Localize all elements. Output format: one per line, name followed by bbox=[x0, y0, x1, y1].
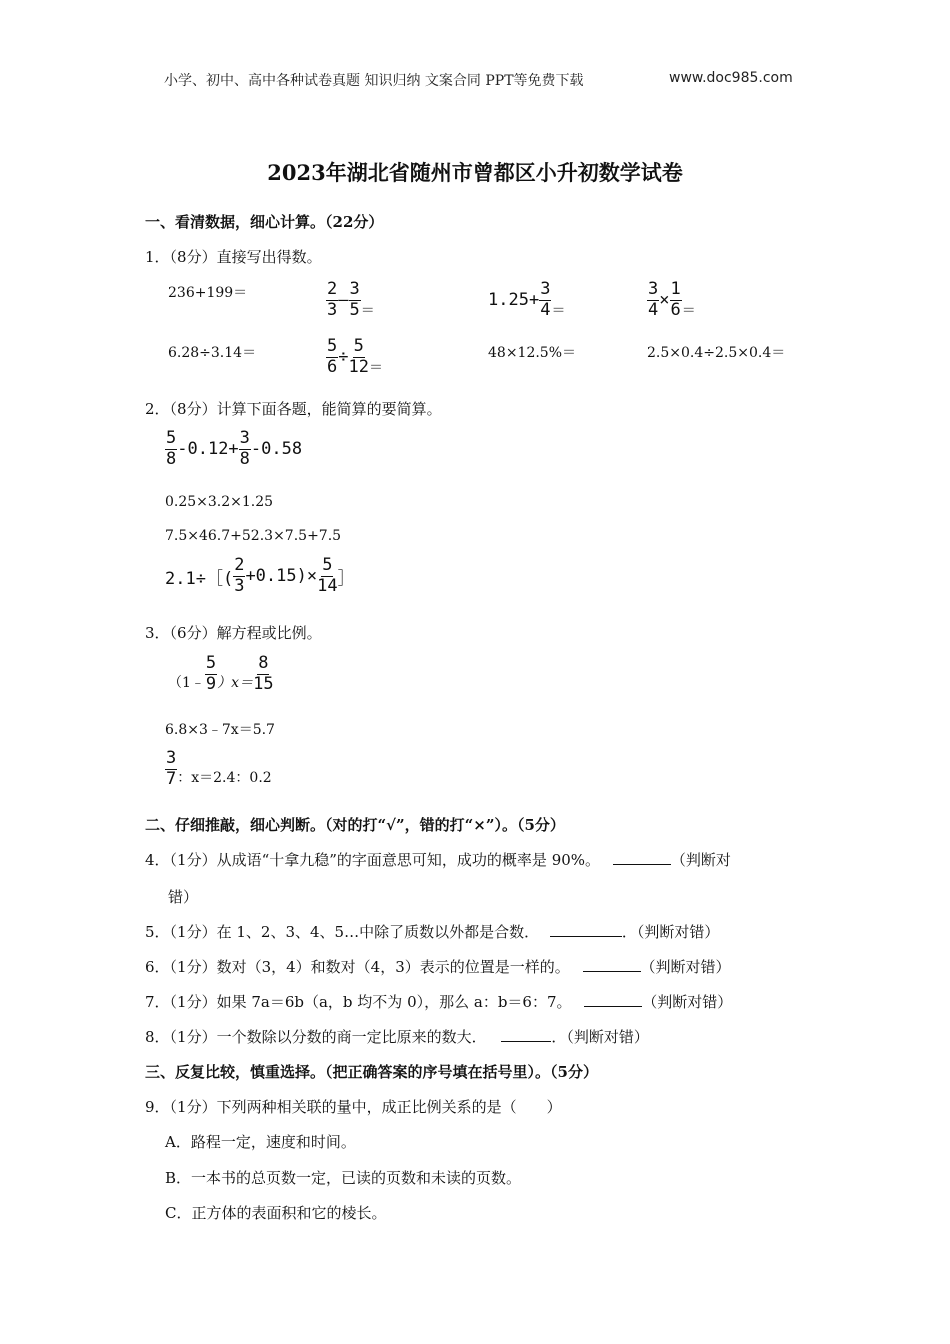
q1-expr-5: 6.28÷3.14＝ bbox=[168, 345, 257, 361]
q3-expr-2: 6.8×3﹣7x＝5.7 bbox=[165, 722, 275, 738]
option-c[interactable]: C．正方体的表面积和它的棱长。 bbox=[165, 1204, 387, 1222]
section-1-heading: 一、看清数据，细心计算。（22分） bbox=[145, 213, 384, 231]
fraction: $\frac{3}{7}$ bbox=[166, 748, 177, 789]
question-8: 8．（1分）一个数除以分数的商一定比原来的数大． ．（判断对错） bbox=[145, 1028, 649, 1046]
option-b[interactable]: B．一本书的总页数一定，已读的页数和未读的页数。 bbox=[165, 1169, 522, 1187]
question-7: 7．（1分）如果 7a＝6b（a，b 均不为 0），那么 a：b＝6：7。 （判断对错） bbox=[145, 993, 733, 1011]
page-title: 2023年湖北省随州市曾都区小升初数学试卷 bbox=[267, 160, 683, 185]
fraction: $\frac{3}{8}$ bbox=[239, 428, 250, 469]
q1-expr-7: 48×12.5%＝ bbox=[488, 345, 577, 361]
q1-expr-4: $\frac{3}{4}$ × $\frac{1}{6}$ ＝ bbox=[648, 279, 696, 320]
fraction: $\frac{1}{6}$ bbox=[670, 279, 681, 320]
fraction: $\frac{2}{3}$ bbox=[234, 555, 245, 596]
answer-blank[interactable] bbox=[501, 1027, 551, 1042]
answer-blank[interactable] bbox=[584, 992, 642, 1007]
option-a[interactable]: A．路程一定，速度和时间。 bbox=[165, 1133, 356, 1151]
q2-expr-4: 2.1÷［( $\frac{2}{3}$ +0.15)× $\frac{5}{14}$ ］ bbox=[165, 555, 355, 596]
fraction: $\frac{5}{9}$ bbox=[205, 653, 217, 694]
fraction: $\frac{5}{6}$ bbox=[327, 336, 338, 377]
answer-blank[interactable] bbox=[550, 922, 622, 937]
q1-expr-8: 2.5×0.4÷2.5×0.4＝ bbox=[647, 345, 786, 361]
question-2: 2．（8分）计算下面各题，能简算的要简算。 bbox=[145, 400, 442, 418]
answer-blank[interactable] bbox=[583, 957, 641, 972]
fraction: $\frac{3}{4}$ bbox=[648, 279, 659, 320]
header-url[interactable]: www.doc985.com bbox=[669, 70, 793, 86]
question-6: 6．（1分）数对（3，4）和数对（4，3）表示的位置是一样的。 （判断对错） bbox=[145, 958, 731, 976]
fraction: $\frac{5}{12}$ bbox=[348, 336, 369, 377]
question-9: 9．（1分）下列两种相关联的量中，成正比例关系的是（ ） bbox=[145, 1098, 562, 1116]
q3-expr-3: $\frac{3}{7}$ ：x＝2.4：0.2 bbox=[166, 748, 272, 789]
q1-expr-6: $\frac{5}{6}$ ÷ $\frac{5}{12}$ ＝ bbox=[327, 336, 383, 377]
q2-expr-3: 7.5×46.7+52.3×7.5+7.5 bbox=[165, 528, 342, 544]
question-3: 3．（6分）解方程或比例。 bbox=[145, 624, 322, 642]
fraction: $\frac{3}{5}$ bbox=[349, 279, 360, 320]
question-1: 1．（8分）直接写出得数。 bbox=[145, 248, 322, 266]
q3-expr-1: （1﹣ $\frac{5}{9}$ ）x＝ $\frac{8}{15}$ bbox=[168, 653, 274, 694]
q2-expr-2: 0.25×3.2×1.25 bbox=[165, 494, 274, 510]
fraction: $\frac{8}{15}$ bbox=[253, 653, 274, 694]
q1-expr-1: 236+199＝ bbox=[168, 285, 248, 301]
q1-expr-3: 1.25+ $\frac{3}{4}$ ＝ bbox=[488, 279, 566, 320]
fraction: $\frac{5}{8}$ bbox=[166, 428, 177, 469]
question-5: 5．（1分）在 1、2、3、4、5…中除了质数以外都是合数． ．（判断对错） bbox=[145, 923, 720, 941]
q2-expr-1: $\frac{5}{8}$ -0.12+ $\frac{3}{8}$ -0.58 bbox=[166, 428, 303, 469]
question-4: 4．（1分）从成语“十拿九稳”的字面意思可知，成功的概率是 90%。 （判断对 bbox=[145, 851, 731, 869]
fraction: $\frac{3}{4}$ bbox=[540, 279, 551, 320]
section-3-heading: 三、反复比较，慎重选择。（把正确答案的序号填在括号里）。（5分） bbox=[145, 1063, 598, 1081]
question-4-cont: 错） bbox=[168, 888, 199, 906]
header-left: 小学、初中、高中各种试卷真题 知识归纳 文案合同 PPT等免费下载 bbox=[164, 73, 584, 89]
section-2-heading: 二、仔细推敲，细心判断。（对的打“√”，错的打“×”）。（5分） bbox=[145, 816, 565, 834]
answer-blank[interactable] bbox=[613, 850, 671, 865]
fraction: $\frac{2}{3}$ bbox=[327, 279, 338, 320]
fraction: $\frac{5}{14}$ bbox=[317, 555, 338, 596]
q1-expr-2: $\frac{2}{3}$ – $\frac{3}{5}$ ＝ bbox=[327, 279, 375, 320]
